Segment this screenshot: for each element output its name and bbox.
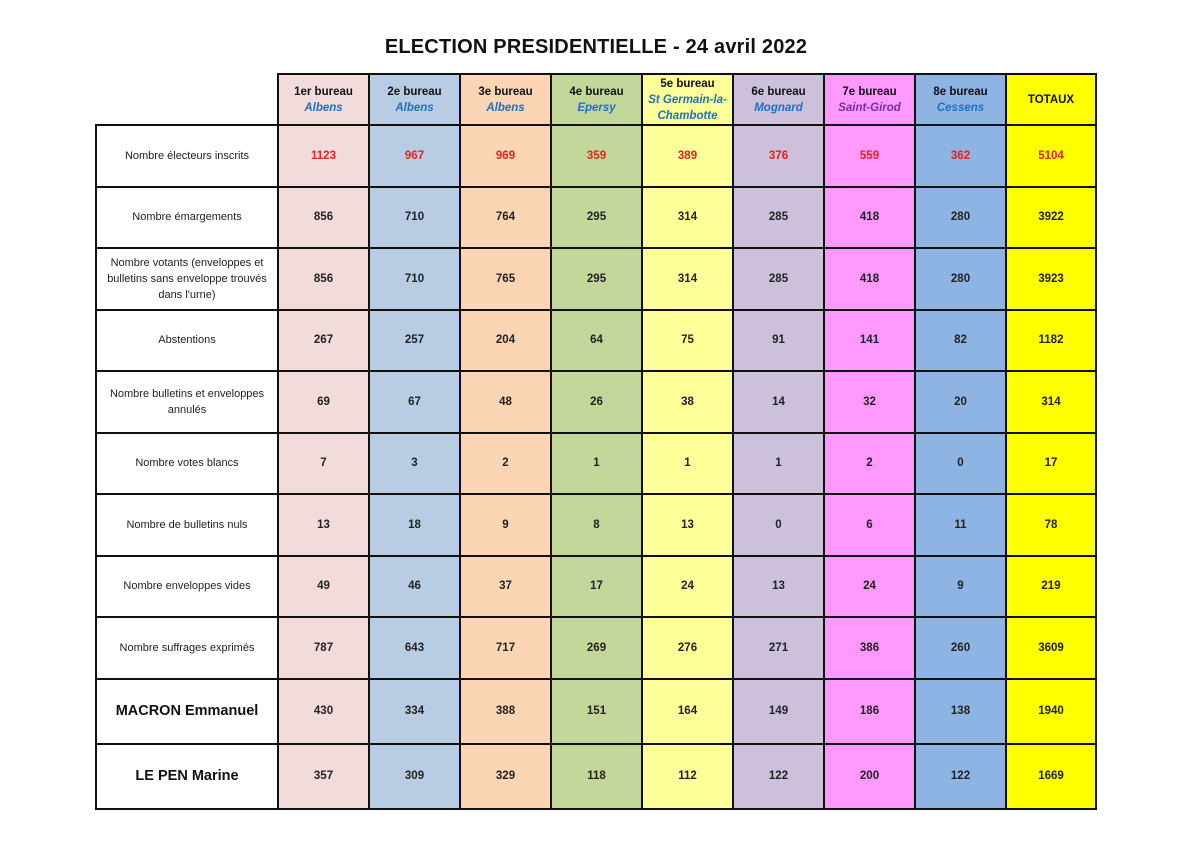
bureau-location: Albens: [304, 101, 343, 114]
bureau-location: Epersy: [577, 101, 616, 114]
value-cell: 295: [551, 187, 642, 249]
value-cell: 11: [915, 494, 1006, 556]
value-cell: 112: [642, 744, 733, 809]
bureau-number: 3e bureau: [478, 85, 533, 98]
row-label: MACRON Emmanuel: [96, 679, 278, 744]
total-cell: 3609: [1006, 617, 1096, 679]
value-cell: 186: [824, 679, 915, 744]
value-cell: 334: [369, 679, 460, 744]
value-cell: 388: [460, 679, 551, 744]
value-cell: 765: [460, 248, 551, 310]
row-label: LE PEN Marine: [96, 744, 278, 809]
row-abstentions: [96, 310, 1096, 372]
bureau-number: 2e bureau: [387, 85, 442, 98]
value-cell: 14: [733, 371, 824, 433]
row-candidate-macron: [96, 679, 1096, 744]
bureau-number: 4e bureau: [569, 85, 624, 98]
value-cell: 314: [642, 187, 733, 249]
bureau-header-5: [642, 74, 733, 125]
value-cell: 430: [278, 679, 369, 744]
value-cell: 151: [551, 679, 642, 744]
bureau-header-3: [460, 74, 551, 125]
total-cell: 314: [1006, 371, 1096, 433]
value-cell: 17: [551, 556, 642, 618]
bureau-location: Cessens: [936, 101, 985, 114]
value-cell: 309: [369, 744, 460, 809]
value-cell: 20: [915, 371, 1006, 433]
total-cell: 1940: [1006, 679, 1096, 744]
total-cell: 78: [1006, 494, 1096, 556]
value-cell: 269: [551, 617, 642, 679]
value-cell: 362: [915, 125, 1006, 187]
value-cell: 9: [460, 494, 551, 556]
bureau-header-8: [915, 74, 1006, 125]
row-label: Nombre votants (enveloppes et bulletins sans enveloppe trouvés dans l'urne): [96, 248, 278, 310]
row-enveloppes-vides: [96, 556, 1096, 618]
value-cell: 717: [460, 617, 551, 679]
results-body: [96, 125, 1096, 809]
bureau-location: Saint-Girod: [838, 101, 901, 114]
value-cell: 38: [642, 371, 733, 433]
value-cell: 357: [278, 744, 369, 809]
value-cell: 1: [642, 433, 733, 495]
value-cell: 149: [733, 679, 824, 744]
value-cell: 389: [642, 125, 733, 187]
value-cell: 314: [642, 248, 733, 310]
value-cell: 122: [733, 744, 824, 809]
bureau-header-2: [369, 74, 460, 125]
total-cell: 3923: [1006, 248, 1096, 310]
value-cell: 49: [278, 556, 369, 618]
value-cell: 271: [733, 617, 824, 679]
bureau-number: 8e bureau: [933, 85, 988, 98]
bureau-location: Albens: [486, 101, 525, 114]
bureau-header-7: [824, 74, 915, 125]
value-cell: 24: [824, 556, 915, 618]
row-label: Nombre suffrages exprimés: [96, 617, 278, 679]
bureau-number: 6e bureau: [751, 85, 806, 98]
totals-header: TOTAUX: [1006, 74, 1096, 125]
value-cell: 75: [642, 310, 733, 372]
header-corner: [96, 74, 278, 125]
results-table: [95, 73, 1097, 810]
value-cell: 64: [551, 310, 642, 372]
value-cell: 285: [733, 248, 824, 310]
value-cell: 118: [551, 744, 642, 809]
row-blancs: [96, 433, 1096, 495]
value-cell: 386: [824, 617, 915, 679]
row-candidate-le-pen: [96, 744, 1096, 809]
value-cell: 67: [369, 371, 460, 433]
value-cell: 46: [369, 556, 460, 618]
value-cell: 2: [460, 433, 551, 495]
value-cell: 559: [824, 125, 915, 187]
row-label: Nombre bulletins et enveloppes annulés: [96, 371, 278, 433]
value-cell: 1: [733, 433, 824, 495]
value-cell: 18: [369, 494, 460, 556]
value-cell: 32: [824, 371, 915, 433]
row-label: Nombre électeurs inscrits: [96, 125, 278, 187]
bureau-header-6: [733, 74, 824, 125]
value-cell: 418: [824, 248, 915, 310]
value-cell: 1: [551, 433, 642, 495]
value-cell: 9: [915, 556, 1006, 618]
value-cell: 138: [915, 679, 1006, 744]
value-cell: 276: [642, 617, 733, 679]
bureau-location: Mognard: [754, 101, 803, 114]
value-cell: 69: [278, 371, 369, 433]
row-annules: [96, 371, 1096, 433]
value-cell: 295: [551, 248, 642, 310]
value-cell: 280: [915, 187, 1006, 249]
value-cell: 710: [369, 187, 460, 249]
total-cell: 219: [1006, 556, 1096, 618]
total-cell: 1182: [1006, 310, 1096, 372]
bureau-header-1: [278, 74, 369, 125]
value-cell: 48: [460, 371, 551, 433]
value-cell: 359: [551, 125, 642, 187]
value-cell: 0: [733, 494, 824, 556]
value-cell: 6: [824, 494, 915, 556]
value-cell: 787: [278, 617, 369, 679]
bureau-header-4: [551, 74, 642, 125]
bureau-number: 5e bureau: [660, 77, 715, 90]
row-label: Nombre enveloppes vides: [96, 556, 278, 618]
row-nuls: [96, 494, 1096, 556]
row-label: Nombre votes blancs: [96, 433, 278, 495]
value-cell: 1123: [278, 125, 369, 187]
total-cell: 3922: [1006, 187, 1096, 249]
value-cell: 257: [369, 310, 460, 372]
value-cell: 969: [460, 125, 551, 187]
value-cell: 24: [642, 556, 733, 618]
value-cell: 13: [733, 556, 824, 618]
value-cell: 82: [915, 310, 1006, 372]
row-votants: [96, 248, 1096, 310]
header-row: [96, 74, 1096, 125]
row-inscrits: [96, 125, 1096, 187]
value-cell: 856: [278, 187, 369, 249]
value-cell: 764: [460, 187, 551, 249]
value-cell: 2: [824, 433, 915, 495]
value-cell: 13: [278, 494, 369, 556]
value-cell: 329: [460, 744, 551, 809]
total-cell: 17: [1006, 433, 1096, 495]
bureau-location: Albens: [395, 101, 434, 114]
value-cell: 418: [824, 187, 915, 249]
value-cell: 643: [369, 617, 460, 679]
row-emargements: [96, 187, 1096, 249]
row-label: Nombre de bulletins nuls: [96, 494, 278, 556]
value-cell: 26: [551, 371, 642, 433]
value-cell: 967: [369, 125, 460, 187]
row-label: Abstentions: [96, 310, 278, 372]
value-cell: 122: [915, 744, 1006, 809]
bureau-number: 1er bureau: [294, 85, 353, 98]
value-cell: 260: [915, 617, 1006, 679]
value-cell: 37: [460, 556, 551, 618]
value-cell: 710: [369, 248, 460, 310]
row-label: Nombre émargements: [96, 187, 278, 249]
document-title: ELECTION PRESIDENTIELLE - 24 avril 2022: [384, 36, 808, 58]
total-cell: 1669: [1006, 744, 1096, 809]
value-cell: 0: [915, 433, 1006, 495]
value-cell: 376: [733, 125, 824, 187]
value-cell: 8: [551, 494, 642, 556]
value-cell: 856: [278, 248, 369, 310]
value-cell: 3: [369, 433, 460, 495]
value-cell: 91: [733, 310, 824, 372]
value-cell: 280: [915, 248, 1006, 310]
bureau-number: 7e bureau: [842, 85, 897, 98]
value-cell: 164: [642, 679, 733, 744]
total-cell: 5104: [1006, 125, 1096, 187]
value-cell: 141: [824, 310, 915, 372]
value-cell: 267: [278, 310, 369, 372]
row-suffrages-exprimes: [96, 617, 1096, 679]
value-cell: 204: [460, 310, 551, 372]
value-cell: 13: [642, 494, 733, 556]
value-cell: 7: [278, 433, 369, 495]
bureau-location: St Germain-la-Chambotte: [648, 93, 727, 122]
value-cell: 200: [824, 744, 915, 809]
value-cell: 285: [733, 187, 824, 249]
